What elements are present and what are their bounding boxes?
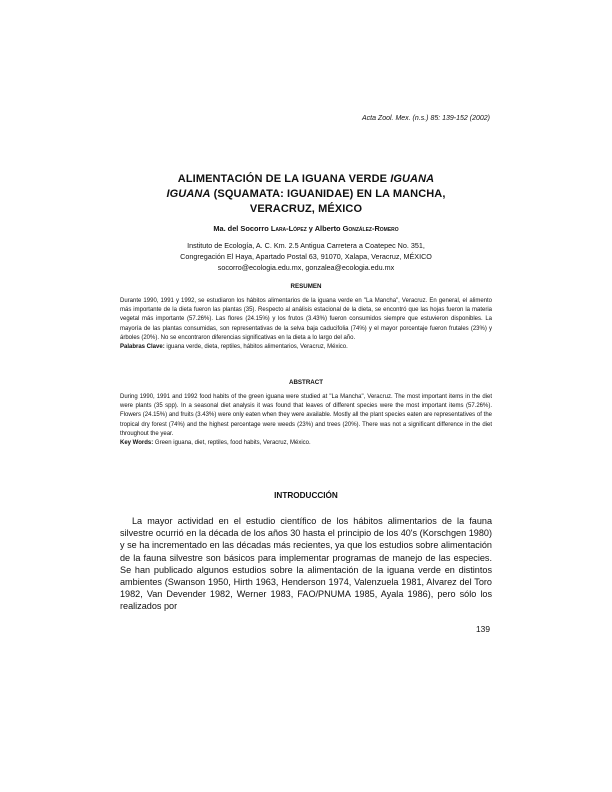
resumen-heading: RESUMEN (290, 283, 322, 290)
authors: Ma. del Socorro Lara-López y Alberto González-Romero (213, 224, 399, 233)
article-title (120, 172, 492, 217)
affiliation: Instituto de Ecología, A. C. Km. 2.5 Antigua Carretera a Coatepec No. 351, Congregación El Haya, Apartado Postal 63, 91070, Xalapa, Veracruz, MÉXICO socorro@ecologia.edu.mx, gonzalea@ecologia.edu.mx (120, 240, 492, 274)
introduccion-body: La mayor actividad en el estudio científico de los hábitos alimentarios de la fauna silvestre ocurrió en la década de los años 30 hasta el principio de los 40's (Korschgen 1980) y se ha incrementado en las décadas más recientes, ya que los estudios sobre alimentación de la fauna silvestre son básicos para implementar programas de manejo de las especies. Se han publicado algunos estudios sobre la alimentación de la iguana verde en distintos ambientes (Swanson 1950, Hirth 1963, Henderson 1974, Valenzuela 1981, Alvarez del Toro 1982, Van Devender 1982, Werner 1983, FAO/PNUMA 1985, Ayala 1986), pero sólo los realizados por (120, 516, 492, 612)
title-line-2: IGUANA (SQUAMATA: IGUANIDAE) EN LA MANCHA, (166, 188, 446, 200)
page-number: 139 (476, 624, 490, 634)
resumen-keywords: Palabras Clave: iguana verde, dieta, reptiles, hábitos alimentarios, Veracruz, México. (120, 344, 348, 351)
author-2-surname: González-Romero (342, 224, 399, 233)
abstract-body: During 1990, 1991 and 1992 food habits of the green iguana were studied at "La Mancha", Veracruz. The most important items in the diet were plants (35 spp). In a seasonal diet analysis it was found that leaves of different species were the most important items (57.26%). Flowers (24.15%) and fruits (3.43%) were only eaten when they were available. Mostly all the plant species eaten are representatives of the tropical dry forest (74%) and the highest percentage were weeds (23%) and trees (20%). There was not a significant difference in the diet throughout the year. Key Words: Green iguana, diet, reptiles, food habits, Veracruz, México. (120, 393, 492, 448)
author-emails: socorro@ecologia.edu.mx, gonzalea@ecologia.edu.mx (217, 263, 395, 273)
abstract-keywords: Key Words: Green iguana, diet, reptiles, food habits, Veracruz, México. (120, 440, 311, 447)
journal-reference: Acta Zool. Mex. (n.s.) 85: 139-152 (2002) (361, 115, 490, 122)
title-line-1: ALIMENTACIÓN DE LA IGUANA VERDE IGUANA (177, 173, 435, 185)
resumen-body: Durante 1990, 1991 y 1992, se estudiaron los hábitos alimentarios de la iguana verde en "La Mancha", Veracruz. En general, el alimento más importante de la dieta fueron las plantas (35). Respecto al análisis estacional de la dieta, se encontró que las hojas fueron la materia vegetal más importante (57.26%). Las flores (24.15%) y los frutos (3.43%) fueron consumidos siempre que estuvieron disponibles. La mayoría de las plantas consumidas, son representativas de la selva baja caducifolia (74%) y el mayor porcentaje fueron frutales (23%) y árboles (20%). No se encontraron diferencias significativas en la dieta a lo largo del año. Palabras Clave: iguana verde, dieta, reptiles, hábitos alimentarios, Veracruz, México. (120, 297, 492, 352)
author-1-surname: Lara-López (270, 224, 307, 233)
title-line-3: VERACRUZ, MÉXICO (249, 203, 363, 215)
abstract-heading: ABSTRACT (288, 379, 324, 386)
introduccion-heading: INTRODUCCIÓN (274, 491, 338, 500)
